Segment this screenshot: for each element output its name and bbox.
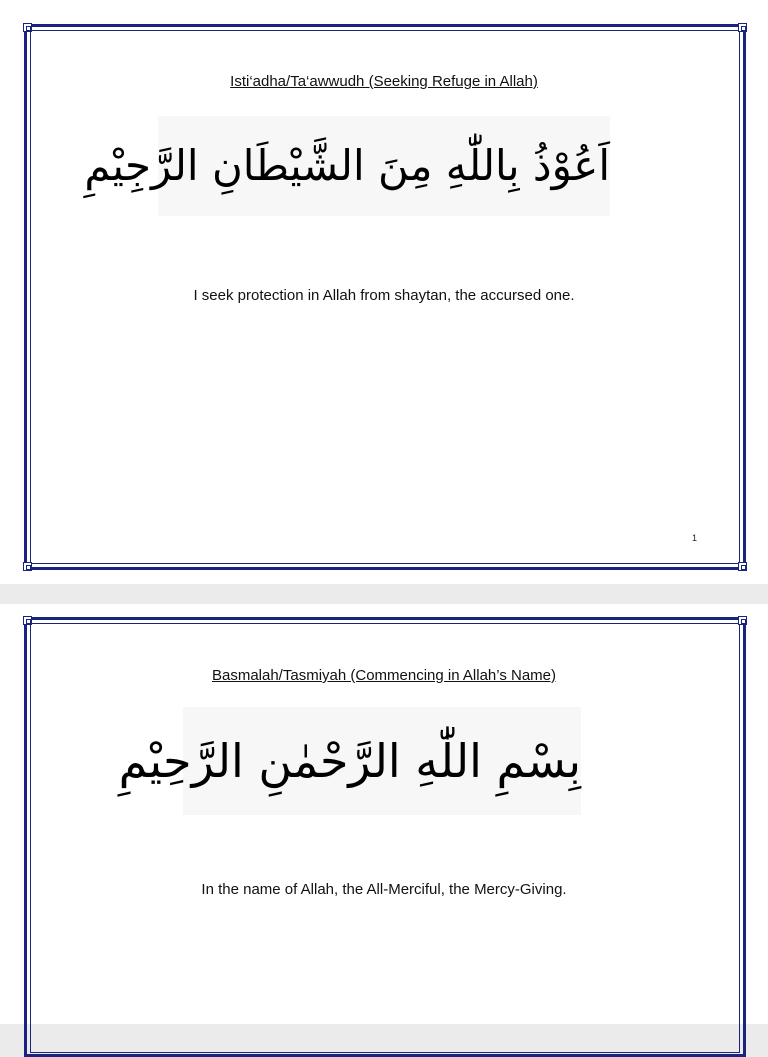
arabic-text-image: بِسْمِ اللّٰهِ الرَّحْمٰنِ الرَّحِيْمِ <box>183 707 581 815</box>
section-heading: Basmalah/Tasmiyah (Commencing in Allah’s Name) <box>211 667 557 684</box>
corner-ornament-top-right <box>738 23 747 32</box>
section-heading: Isti‘adha/Ta‘awwudh (Seeking Refuge in Allah) <box>230 73 538 90</box>
translation-text: In the name of Allah, the All-Merciful, the Mercy-Giving. <box>201 881 567 898</box>
page-number: 1 <box>692 533 698 543</box>
corner-ornament-top-right <box>738 616 747 625</box>
corner-ornament-bottom-left <box>23 562 32 571</box>
page-border-inner <box>30 623 740 1053</box>
corner-ornament-top-left <box>23 23 32 32</box>
corner-ornament-top-left <box>23 616 32 625</box>
arabic-text-image: اَعُوْذُ بِاللّٰهِ مِنَ الشَّيْطَانِ الرَّجِيْمِ <box>158 116 610 216</box>
translation-text: I seek protection in Allah from shaytan, the accursed one. <box>193 287 575 304</box>
document-page-2 <box>0 604 768 1024</box>
corner-ornament-bottom-right <box>738 562 747 571</box>
